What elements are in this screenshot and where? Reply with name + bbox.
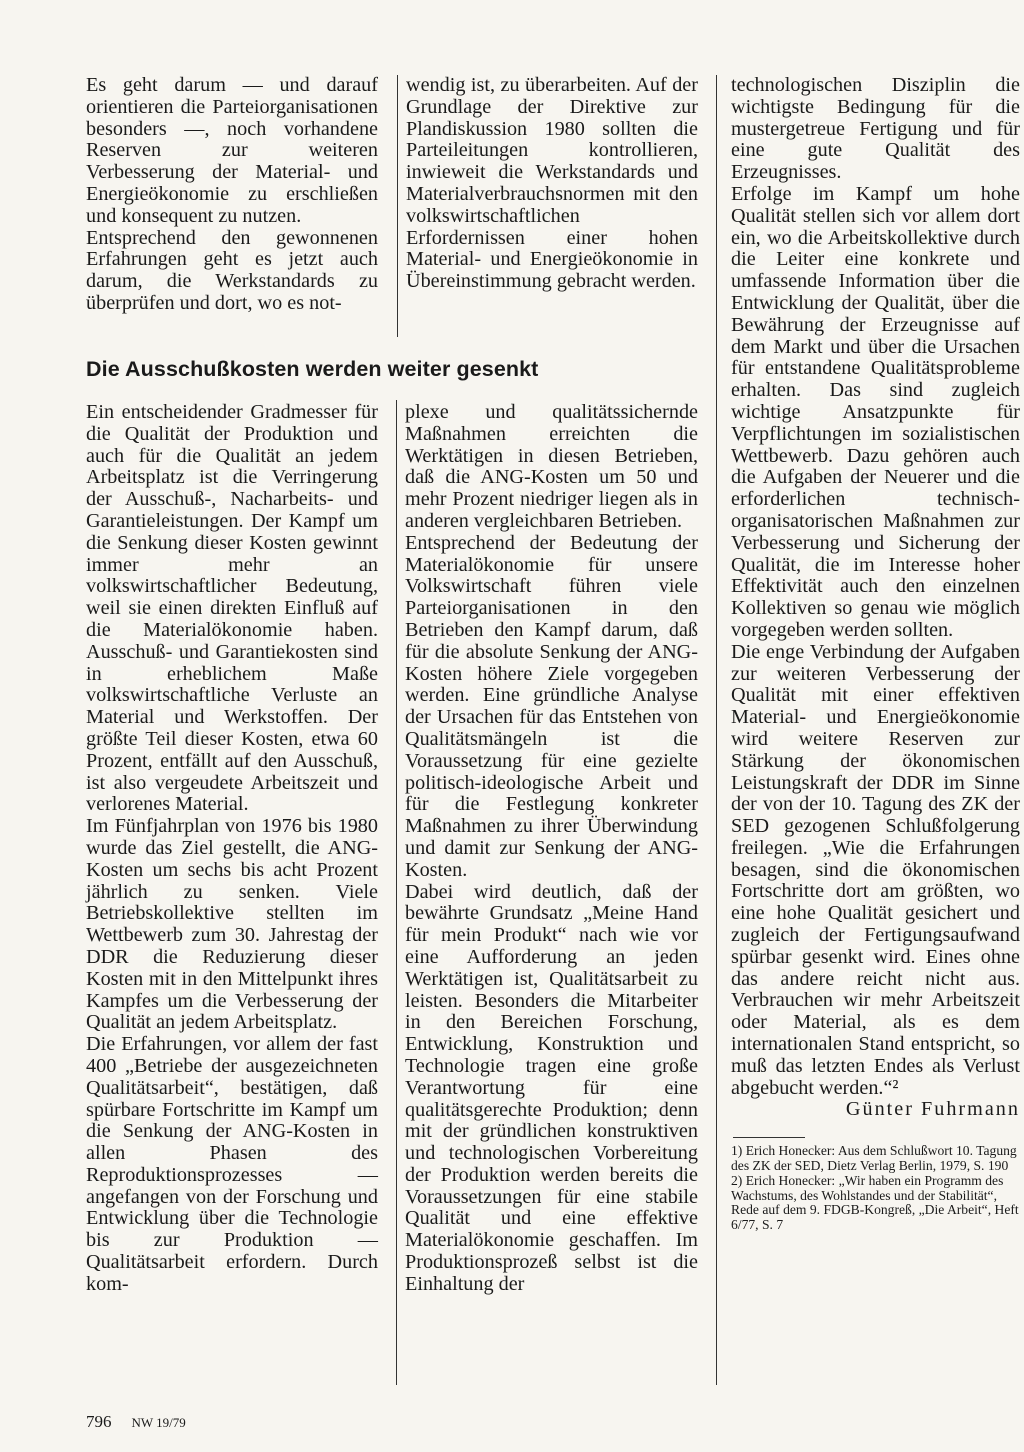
top-left-column: [86, 75, 378, 315]
column-rule: [716, 75, 717, 1385]
bottom-left-column: [86, 402, 378, 1296]
right-column: [731, 75, 1020, 1233]
footnote-rule: [733, 1137, 805, 1138]
paragraph: Dabei wird deutlich, daß der bewährte Grundsatz „Meine Hand für mein Produkt“ nach wie vor eine Aufforderung an jeden Werktätigen ist, Qualitätsarbeit zu leisten. Besonders die Mitarbeiter in den Bereichen Forschung, Entwicklung, Konstruktion und Technologie tragen eine große Verantwortung für eine qualitätsgerechte Produktion; denn mit der gründlichen konstruktiven und technologischen Vorbereitung der Produktion werden bereits die Voraussetzungen für eine stabile Qualität und eine effektive Materialökonomie geschaffen. Im Produktionsprozeß selbst ist die Einhaltung der: [405, 880, 698, 1295]
top-middle-column: [406, 75, 698, 293]
footnote: 2) Erich Honecker: „Wir haben ein Programm des Wachstums, des Wohlstandes und der Stabilität“, Rede auf dem 9. FDGB-Kongreß, „Die Arbeit“, Heft 6/77, S. 7: [731, 1172, 1019, 1233]
section-heading: Die Ausschußkosten werden weiter gesenkt: [86, 357, 539, 381]
paragraph: Im Fünfjahrplan von 1976 bis 1980 wurde das Ziel gestellt, die ANG-Kosten um sechs bis acht Prozent jährlich zu senken. Viele Betriebskollektive stellten im Wettbewerb zum 30. Jahrestag der DDR die Reduzierung dieser Kosten mit in den Mittelpunkt ihres Kampfes um die Verbesserung der Qualität an jedem Arbeitsplatz.: [86, 815, 378, 1034]
paragraph: Die Erfahrungen, vor allem der fast 400 „Betriebe der ausgezeichneten Qualitätsarbeit“, bestätigen, daß spürbare Fortschritte im Kampf um die Senkung der ANG-Kosten in allen Phasen des Reproduktionsprozesses — angefangen von der Forschung und Entwicklung über die Technologie bis zur Produktion — Qualitätsarbeit erfordern. Durch kom-: [86, 1033, 378, 1295]
issue-label: NW 19/79: [131, 1415, 186, 1430]
bottom-middle-column: [405, 402, 698, 1296]
paragraph: Entsprechend der Bedeutung der Materialökonomie für unsere Volkswirtschaft führen viele Parteiorganisationen in den Betrieben den Kampf darum, daß für die absolute Senkung der ANG-Kosten höhere Ziele vorgegeben werden. Eine gründliche Analyse der Ursachen für das Entstehen von Qualitätsmängeln ist die Voraussetzung für eine gezielte politisch-ideologische Arbeit und für die Festlegung konkreter Maßnahmen zu ihrer Überwindung und damit zur Senkung der ANG-Kosten.: [405, 531, 698, 881]
footnotes: [731, 1144, 1020, 1233]
author-signature: Günter Fuhrmann: [845, 1098, 1020, 1121]
page-number: 796: [86, 1412, 112, 1431]
paragraph: Es geht darum — und darauf orientieren die Parteiorganisationen besonders —, noch vorhandene Reserven zur weiteren Verbesserung der Material- und Energieökonomie zu erschließen und konsequent zu nutzen.: [86, 74, 378, 227]
column-rule: [396, 400, 397, 1385]
paragraph: Ein entscheidender Gradmesser für die Qualität der Produktion und auch für die Qualität an jedem Arbeitsplatz ist die Verringerung der Ausschuß-, Nacharbeits- und Garantieleistungen. Der Kampf um die Senkung dieser Kosten gewinnt immer mehr an volkswirtschaftlicher Bedeutung, weil sie einen direkten Einfluß auf die Materialökonomie haben. Ausschuß- und Garantiekosten sind in erheblichem Maße volkswirtschaftliche Verluste an Material und Werkstoffen. Der größte Teil dieser Kosten, etwa 60 Prozent, entfällt auf den Ausschuß, ist also vergeudete Arbeitszeit und verlorenes Material.: [86, 401, 378, 816]
page-footer: [86, 1412, 186, 1432]
paragraph: technologischen Disziplin die wichtigste Bedingung für die mustergetreue Fertigung und für eine gute Qualität des Erzeugnisses.: [731, 74, 1020, 184]
paragraph: Die enge Verbindung der Aufgaben zur weiteren Verbesserung der Qualität mit einer effektiven Material- und Energieökonomie wird weitere Reserven zur Stärkung der ökonomischen Leistungskraft der DDR im Sinne der von der 10. Tagung des ZK der SED gezogenen Schlußfolgerung freilegen. „Wie die Erfahrungen besagen, sind die ökonomischen Fortschritte dort am größten, wo eine hohe Qualität gesichert und zugleich der Fertigungsaufwand spürbar gesenkt wird. Eines ohne das andere reicht nicht aus. Verbrauchen wir mehr Arbeitszeit oder Material, als es dem internationalen Stand entspricht, so muß das letzten Endes als Verlust abgebucht werden.“²: [731, 640, 1020, 1099]
paragraph: Erfolge im Kampf um hohe Qualität stellen sich vor allem dort ein, wo die Arbeitskollektive durch die Leiter eine konkrete und umfassende Information über die Entwicklung der Qualität, über die Bewährung der Erzeugnisse auf dem Markt und über die Ursachen für entstandene Qualitätsprobleme erhalten. Das sind zugleich wichtige Ansatzpunkte für Verpflichtungen im sozialistischen Wettbewerb. Dazu gehören auch die Aufgaben der Neuerer und die erforderlichen technisch-organisatorischen Maßnahmen zur Verbesserung und Sicherung der Qualität, die im Interesse hoher Effektivität auch den einzelnen Kollektiven so genau wie möglich vorgegeben werden sollten.: [731, 182, 1020, 641]
column-rule: [397, 75, 398, 337]
paragraph: plexe und qualitätssichernde Maßnahmen erreichten die Werktätigen in diesen Betrieben, daß die ANG-Kosten um 50 und mehr Prozent niedriger liegen als in anderen vergleichbaren Betrieben.: [405, 401, 698, 532]
paragraph: wendig ist, zu überarbeiten. Auf der Grundlage der Direktive zur Plandiskussion 1980 sollten die Parteileitungen kontrollieren, inwieweit die Werkstandards und Materialverbrauchsnormen mit den volkswirtschaftlichen Erfordernissen einer hohen Material- und Energieökonomie in Übereinstimmung gebracht werden.: [406, 74, 698, 293]
footnote: 1) Erich Honecker: Aus dem Schlußwort 10. Tagung des ZK der SED, Dietz Verlag Berlin, 1979, S. 190: [731, 1143, 1017, 1174]
paragraph: Entsprechend den gewonnenen Erfahrungen geht es jetzt auch darum, die Werkstandards zu überprüfen und dort, wo es not-: [86, 226, 378, 314]
